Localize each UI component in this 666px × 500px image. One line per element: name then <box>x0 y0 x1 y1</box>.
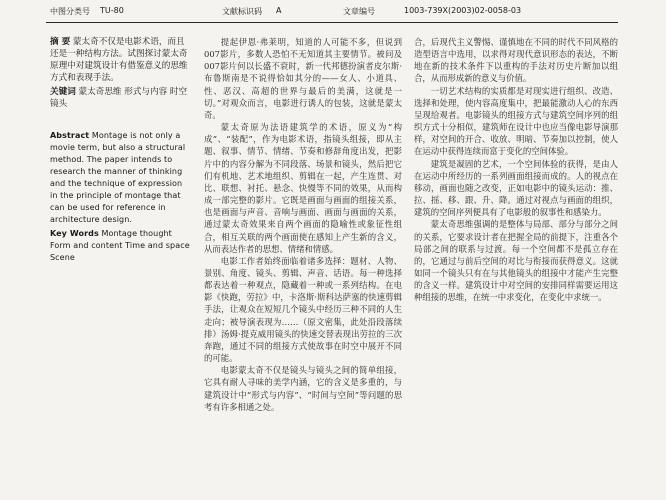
body-column-middle <box>204 36 402 500</box>
body-paragraph: 电影蒙太奇不仅是镜头与镜头之间的简单组接，它具有耐人寻味的美学内涵，它的含义是多重的，与建筑设计中“形式与内容”、“时间与空间”等问题的思考有许多相通之处。 <box>204 365 402 412</box>
abstract-cn-label: 摘 要 <box>50 37 71 47</box>
abstract-en-label: Abstract <box>50 131 90 140</box>
body-paragraph: 电影工作者始终面临着诸多选择：题材、人物、景别、角度、镜头、剪辑、声音、话语。每一种选择都表达着一种观点，隐藏着一种或一系列结构。在电影《快跑，劳拉》中，卡洛斯·斯科达萨塞的快速剪辑手法，让观众在短短几个镜头中经历三种不同的人生走向；被导演表现为……（原文密集，此处沿段落续排）汤姆·提克威用镜头的快速交替表现出劳拉的三次奔跑，通过不同的组接方式使故事在时空中展开不同的可能。 <box>204 255 402 364</box>
keywords-en <box>50 228 190 264</box>
abstract-en <box>50 130 190 226</box>
body-paragraph: 一切艺术结构的实质都是对现实进行组织、改造、选择和处理，使内容高度集中，把最能激动人心的东西呈现给观者。电影镜头的组接方式与建筑空间序列的组织方式十分相似，建筑师在设计中也应当像电影导演那样，对空间的开合、收放、明暗、节奏加以控制，使人在运动中获得连续而富于变化的空间体验。 <box>414 85 618 157</box>
body-paragraph: 提起伊恩·弗莱明，知道的人可能不多，但说到007影片，多数人恐怕不无知道其主要情节。被问及007影片何以长盛不衰时，新一代邦德扮演者皮尔斯·布鲁斯南是不说得恰如其分的——女人、小道具、性、恶汉、高超的世界与最后的美满，这就是一切。”对观众而言，电影进行诱人的包装，这就是蒙太奇。 <box>204 37 402 120</box>
doc-code: A <box>276 6 282 15</box>
clc-code: TU-80 <box>100 6 124 15</box>
keywords-en-label: Key Words <box>50 229 99 238</box>
doc-code-label: 文献标识码 <box>222 7 262 16</box>
body-column-right <box>414 36 618 500</box>
header-rule <box>46 22 618 23</box>
clc-label: 中图分类号 <box>50 7 90 16</box>
abstract-cn <box>50 36 190 84</box>
spacer <box>50 112 190 130</box>
keywords-en-text: Montage thought Form and content Time and space Scene <box>50 229 190 262</box>
body-paragraph: 蒙太奇思维强调的是整体与局部、部分与部分之间的关系，它要求设计者在把握全局的前提下，注重各个局部之间的联系与过渡。每一个空间都不是孤立存在的，它通过与前后空间的对比与衔接而获得意义。这就如同一个镜头只有在与其他镜头的组接中才能产生完整的含义一样。建筑设计中对空间的安排同样需要运用这种组接的思维，在统一中求变化，在变化中求统一。 <box>414 219 618 303</box>
article-no-label: 文章编号 <box>343 7 375 16</box>
article-no: 1003-739X(2003)02-0058-03 <box>404 6 522 15</box>
keywords-cn-text: 蒙太奇思维 形式与内容 时空 镜头 <box>50 87 188 109</box>
abstract-en-text: Montage is not only a movie term, but also a structural method. The paper intends to research the manner of thinking and the technique of expression in the principle of montage that can be used for reference in architecture design. <box>50 131 186 224</box>
keywords-cn-label: 关键词 <box>50 87 76 97</box>
abstract-cn-text: 蒙太奇不仅是电影术语，而且还是一种结构方法。试图探讨蒙太奇原理中对建筑设计有借鉴意义的思维方式和表现手法。 <box>50 37 188 83</box>
body-paragraph: 建筑是凝固的艺术，一个空间体验的获得，是由人在运动中所经历的一系列画面组接而成的。人的视点在移动，画面也随之改变，正如电影中的镜头运动：推、拉、摇、移、跟、升、降。通过对视点与画面的组织，建筑的空间序列便具有了电影般的叙事性和感染力。 <box>414 158 618 218</box>
abstract-column <box>50 36 190 500</box>
body-paragraph: 蒙太奇原为法语建筑学的术语，原义为“构成”、“装配”，作为电影术语，指镜头组接，即从主题、叙事、情节、情绪、节奏和修辞角度出发，把影片中的内容分解为不同段落、场景和镜头，然后把它们有机地、艺术地组织、剪辑在一起，产生连贯、对比、联想、衬托、悬念、快慢等不同的效果，从而构成一部完整的影片。它既是画面与画面的组接关系，也是画面与声音、音响与画面、画面与画面的关系，通过蒙太奇效果来自两个画面的隐喻性或象征性组合，相互关联的两个画面使在感知上产生新的含义，从而表达作者的思想、情绪和情感。 <box>204 122 402 254</box>
keywords-cn <box>50 86 190 110</box>
page-header <box>0 0 666 22</box>
body-paragraph: 合，后现代主义警惕、谨慎地在不同的时代不同风格的造型语言中选用，以求得对现代意识形态的表达，不断地在新的技术条件下以重构的手法对历史片断加以组合，从而形成新的意义与价值。 <box>414 37 618 84</box>
